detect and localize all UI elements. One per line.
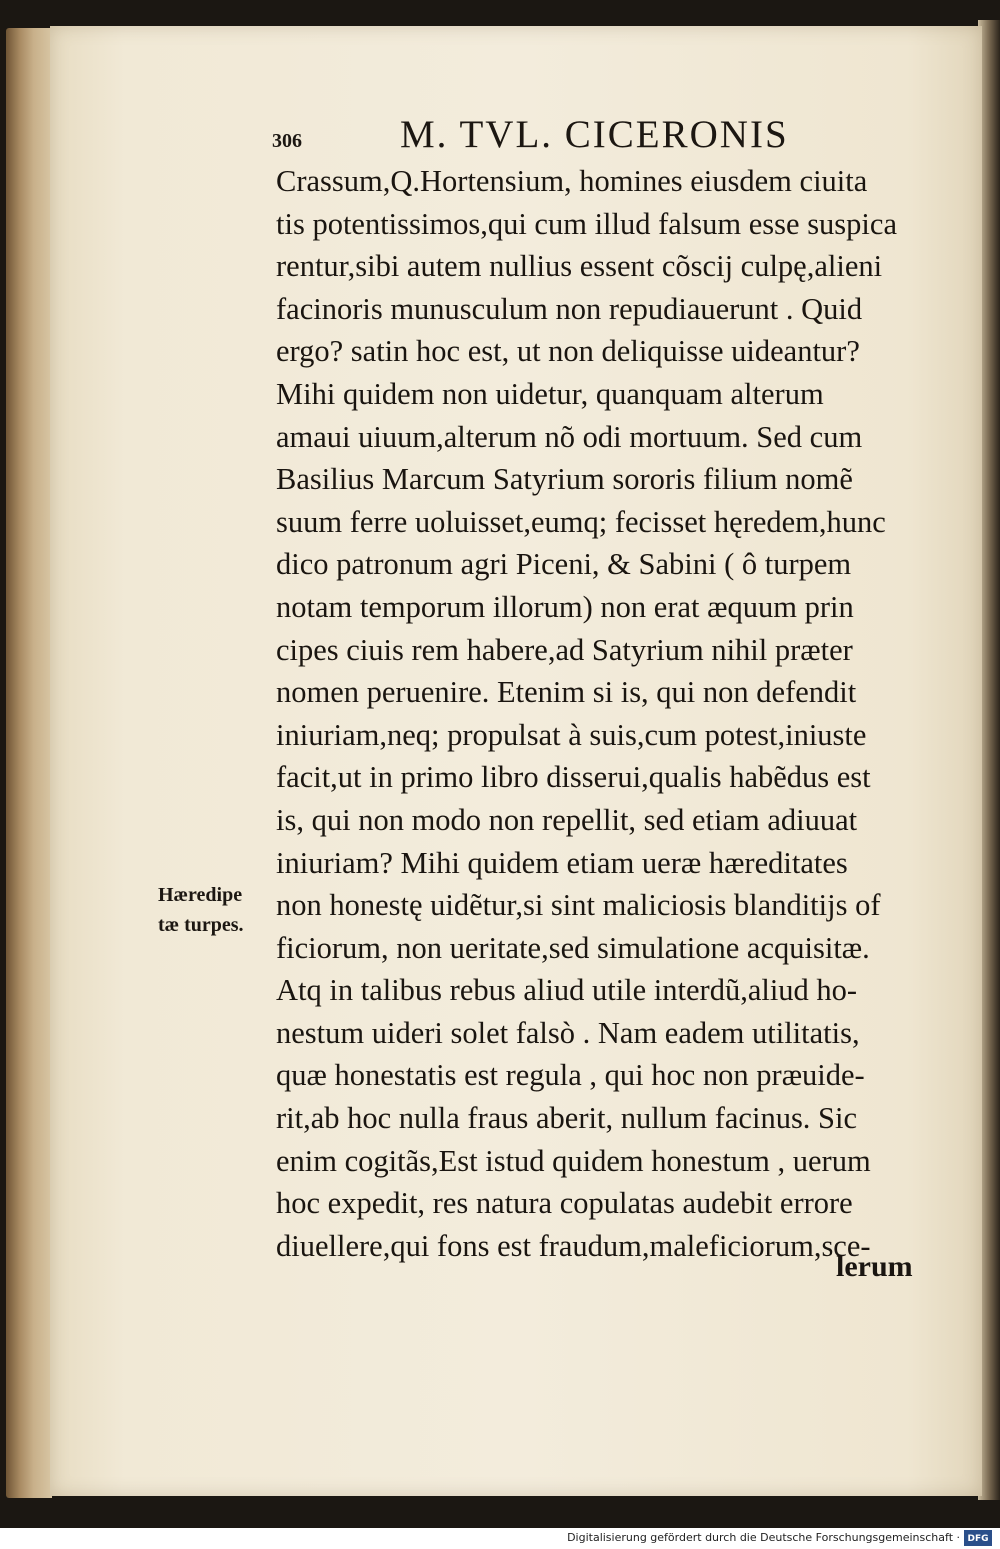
text-line: iniuriam,neq; propulsat à suis,cum potest,iniuste: [276, 717, 867, 752]
text-line: ergo? satin hoc est, ut non deliquisse uideantur?: [276, 334, 860, 369]
text-line: enim cogitãs,Est istud quidem honestum , uerum: [276, 1143, 871, 1178]
text-line: nestum uideri solet falsò . Nam eadem utilitatis,: [276, 1015, 860, 1050]
text-line: facinoris munusculum non repudiauerunt . Quid: [276, 291, 863, 326]
running-head: M. TVL. CICERONIS: [400, 113, 789, 156]
text-line: Mihi quidem non uidetur, quanquam alterum: [276, 376, 824, 411]
text-line: rit,ab hoc nulla fraus aberit, nullum facinus. Sic: [276, 1101, 858, 1136]
text-line: diuellere,qui fons est fraudum,maleficiorum,sce-: [276, 1228, 871, 1263]
text-line: Crassum,Q.Hortensium, homines eiusdem ciuita: [276, 164, 868, 198]
catchword: lerum: [836, 1250, 913, 1283]
text-line: suum ferre uoluisset,eumq; fecisset hęredem,hunc: [276, 504, 886, 539]
funding-credit: Digitalisierung gefördert durch die Deutsche Forschungsgemeinschaft ·: [567, 1531, 960, 1544]
marginal-note: [158, 880, 278, 940]
text-line: hoc expedit, res natura copulatas audebit errore: [276, 1186, 853, 1221]
text-line: Atq in talibus rebus aliud utile interdũ,aliud ho-: [276, 973, 858, 1008]
text-line: non honestę uidẽtur,si sint maliciosis blanditijs of: [276, 888, 881, 923]
text-line: facit,ut in primo libro disserui,qualis habẽdus est: [276, 760, 871, 795]
text-line: amaui uiuum,alterum nõ odi mortuum. Sed cum: [276, 419, 863, 454]
page-header: [272, 112, 952, 158]
text-line: dico patronum agri Piceni, & Sabini ( ô turpem: [276, 547, 852, 582]
text-line: iniuriam? Mihi quidem etiam ueræ hæreditates: [276, 845, 848, 880]
dfg-logo-icon: DFG: [964, 1530, 992, 1546]
digitization-footer: [0, 1528, 1000, 1549]
text-line: is, qui non modo non repellit, sed etiam adiuuat: [276, 802, 858, 837]
text-line: cipes ciuis rem habere,ad Satyrium nihil præter: [276, 632, 853, 667]
text-line: nomen peruenire. Etenim si is, qui non defendit: [276, 675, 857, 710]
text-line: tis potentissimos,qui cum illud falsum esse suspica: [276, 206, 897, 241]
text-line: Basilius Marcum Satyrium sororis filium nomẽ: [276, 462, 853, 497]
body-text: [276, 160, 936, 1267]
marginal-note-line: tæ turpes.: [158, 914, 244, 936]
book-edge-left: [6, 28, 52, 1498]
text-line: ficiorum, non ueritate,sed simulatione acquisitæ.: [276, 930, 870, 965]
marginal-note-line: Hæredipe: [158, 884, 243, 906]
page-number: 306: [272, 130, 302, 152]
text-line: notam temporum illorum) non erat æquum prin: [276, 589, 854, 624]
text-line: rentur,sibi autem nullius essent cõscij culpę,alieni: [276, 249, 883, 284]
text-line: quæ honestatis est regula , qui hoc non præuide-: [276, 1058, 865, 1093]
